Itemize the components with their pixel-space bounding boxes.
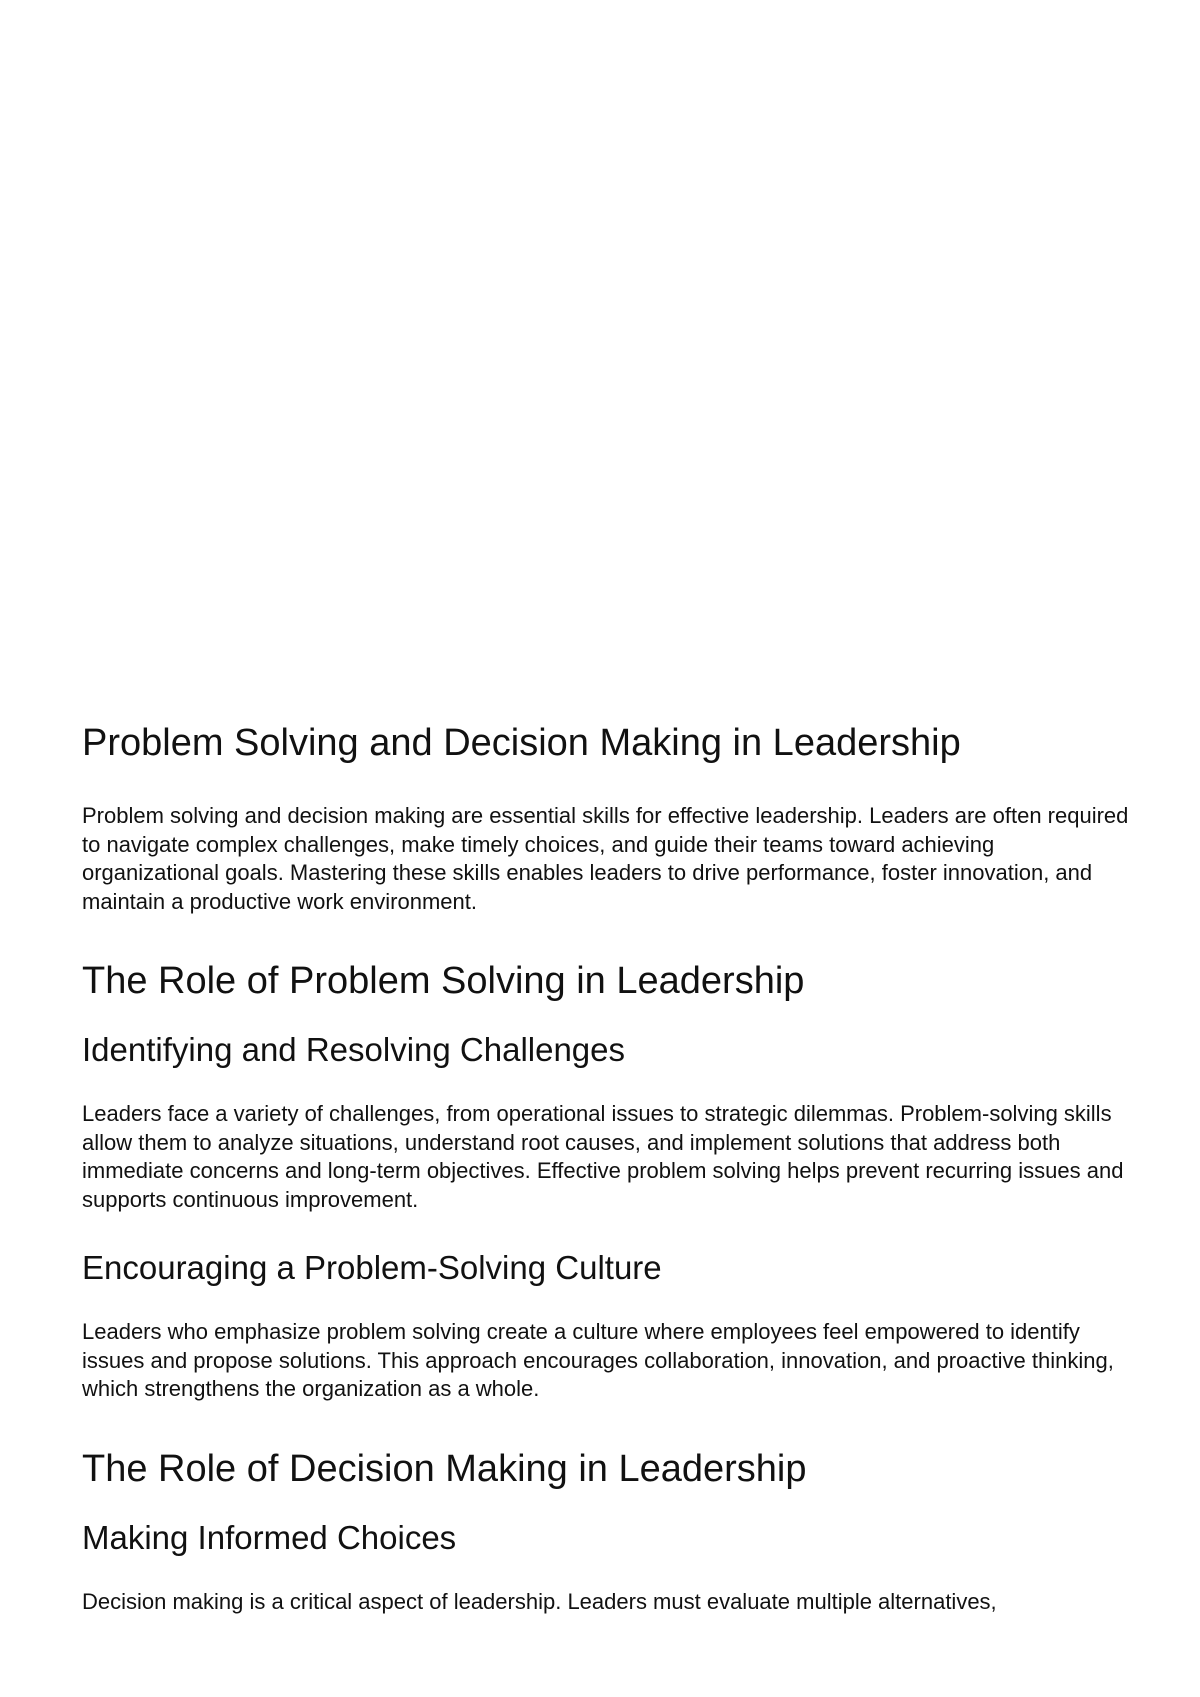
subsection-heading: Identifying and Resolving Challenges	[82, 1031, 626, 1068]
section-decision-making	[82, 1446, 1132, 1617]
subsection-paragraph: Decision making is a critical aspect of leadership. Leaders must evaluate multiple alternatives,	[82, 1588, 997, 1614]
section-heading: The Role of Problem Solving in Leadership	[82, 960, 805, 1002]
subsection-paragraph: Leaders who emphasize problem solving create a culture where employees feel empowered to identify issues and propose solutions. This approach encourages collaboration, innovation, and proactive thinking, which strengthens the organization as a whole.	[82, 1319, 1114, 1401]
intro-paragraph: Problem solving and decision making are essential skills for effective leadership. Leaders are often required to navigate complex challenges, make timely choices, and guide their teams toward achieving organizational goals. Mastering these skills enables leaders to drive performance, foster innovation, and maintain a productive work environment.	[82, 803, 1129, 914]
section-heading: The Role of Decision Making in Leadership	[82, 1447, 807, 1490]
subsection-identifying-challenges	[82, 1030, 1132, 1214]
subsection-heading: Making Informed Choices	[82, 1518, 457, 1556]
subsection-informed-choices	[82, 1518, 1132, 1617]
subsection-paragraph: Leaders face a variety of challenges, from operational issues to strategic dilemmas. Problem-solving skills allow them to analyze situations, understand root causes, and implement solutions that address both immediate concerns and long-term objectives. Effective problem solving helps prevent recurring issues and supports continuous improvement.	[82, 1101, 1124, 1212]
section-problem-solving	[82, 958, 1132, 1404]
subsection-heading: Encouraging a Problem-Solving Culture	[82, 1249, 662, 1286]
document-title: Problem Solving and Decision Making in Leadership	[82, 722, 961, 764]
document-page	[82, 0, 1132, 1616]
blank-top-area	[82, 0, 1132, 720]
subsection-problem-solving-culture	[82, 1248, 1132, 1404]
